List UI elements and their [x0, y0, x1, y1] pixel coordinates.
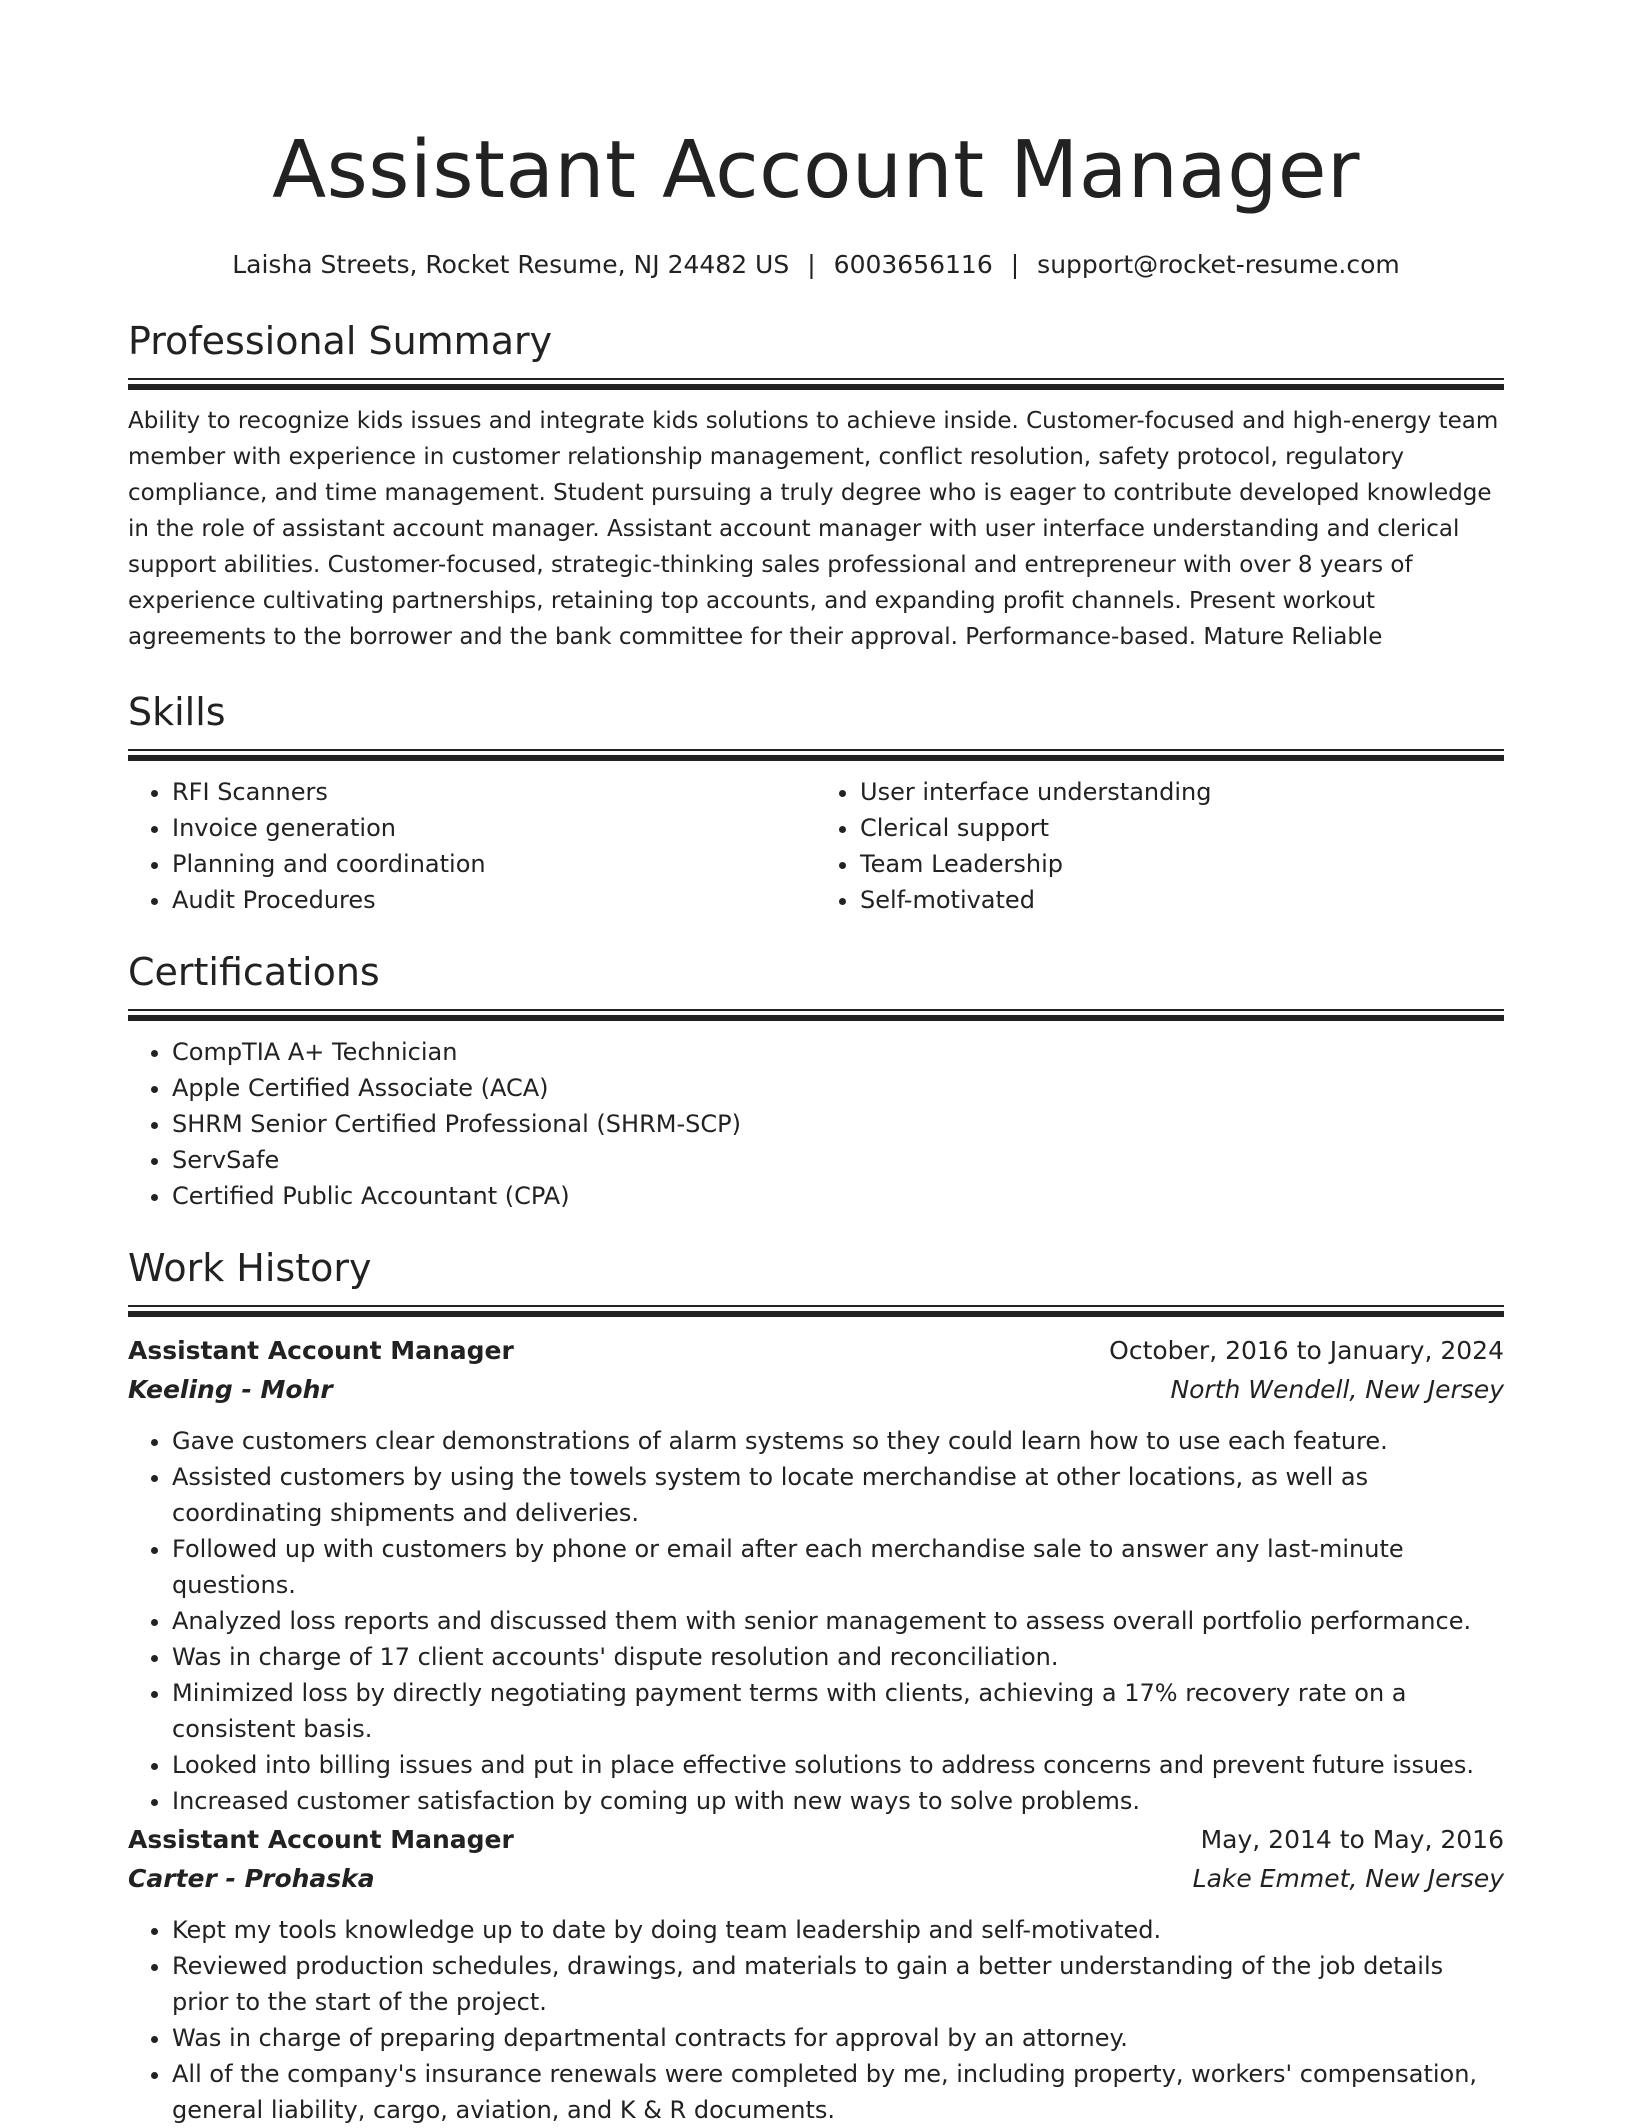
job-entry	[128, 1331, 1504, 1819]
contact-separator: |	[807, 250, 816, 279]
certifications-section	[128, 947, 1504, 1214]
job-dates: May, 2014 to May, 2016	[1200, 1825, 1504, 1854]
certification-item: • Apple Certified Associate (ACA)	[172, 1070, 1504, 1106]
section-heading-skills: Skills	[128, 690, 226, 734]
skill-item: • User interface understanding	[860, 774, 1504, 810]
job-employer: Keeling - Mohr	[128, 1375, 333, 1404]
job-title: Assistant Account Manager	[128, 1825, 514, 1854]
job-bullet: • Followed up with customers by phone or email after each merchandise sale to answer any last-minute questions.	[172, 1531, 1504, 1603]
skill-item: • Clerical support	[860, 810, 1504, 846]
skills-section	[128, 687, 1504, 918]
job-employer: Carter - Prohaska	[128, 1864, 375, 1893]
job-dates: October, 2016 to January, 2024	[1109, 1336, 1504, 1365]
skill-item: • Invoice generation	[172, 810, 816, 846]
job-bullet: • Assisted customers by using the towels system to locate merchandise at other locations, as well as coordinating shipments and deliveries.	[172, 1459, 1504, 1531]
job-bullet-list	[128, 1423, 1504, 1819]
skill-item: • Team Leadership	[860, 846, 1504, 882]
job-bullet: • Gave customers clear demonstrations of alarm systems so they could learn how to use each feature.	[172, 1423, 1504, 1459]
job-bullet-list	[128, 1912, 1504, 2128]
section-divider	[128, 749, 1504, 762]
job-bullet: • Analyzed loss reports and discussed them with senior management to assess overall portfolio performance.	[172, 1603, 1504, 1639]
job-subheader-row	[128, 1859, 1504, 1898]
job-bullet: • Increased customer satisfaction by coming up with new ways to solve problems.	[172, 1783, 1504, 1819]
job-location: Lake Emmet, New Jersey	[1192, 1864, 1504, 1893]
summary-section	[128, 316, 1504, 655]
skill-item: • Self-motivated	[860, 882, 1504, 918]
job-bullet: • Kept my tools knowledge up to date by doing team leadership and self-motivated.	[172, 1912, 1504, 1948]
contact-line	[128, 248, 1504, 282]
job-bullet: • Minimized loss by directly negotiating payment terms with clients, achieving a 17% recovery rate on a consistent basis.	[172, 1675, 1504, 1747]
contact-separator: |	[1010, 250, 1020, 279]
job-header-row	[128, 1331, 1504, 1370]
job-header-row	[128, 1820, 1504, 1859]
skills-column-left	[128, 774, 816, 918]
job-title: Assistant Account Manager	[128, 1336, 514, 1365]
contact-phone: 6003656116	[833, 250, 993, 279]
resume-title: Assistant Account Manager	[272, 124, 1360, 216]
skill-item: • Audit Procedures	[172, 882, 816, 918]
section-heading-certifications: Certifications	[128, 950, 380, 994]
job-bullet: • Reviewed production schedules, drawings, and materials to gain a better understanding of the job details prior to the start of the project.	[172, 1948, 1504, 2020]
contact-email: support@rocket-resume.com	[1037, 250, 1400, 279]
certification-item: • Certified Public Accountant (CPA)	[172, 1178, 1504, 1214]
certification-item: • SHRM Senior Certified Professional (SHRM-SCP)	[172, 1106, 1504, 1142]
section-divider	[128, 378, 1504, 391]
job-bullet: • Was in charge of 17 client accounts' dispute resolution and reconciliation.	[172, 1639, 1504, 1675]
job-bullet: • Looked into billing issues and put in place effective solutions to address concerns and prevent future issues.	[172, 1747, 1504, 1783]
skills-column-right	[816, 774, 1504, 918]
job-bullet: • All of the company's insurance renewals were completed by me, including property, workers' compensation, general liability, cargo, aviation, and K & R documents.	[172, 2056, 1504, 2128]
certification-list	[128, 1034, 1504, 1214]
skill-item: • RFI Scanners	[172, 774, 816, 810]
section-heading-summary: Professional Summary	[128, 319, 553, 363]
job-location: North Wendell, New Jersey	[1170, 1375, 1504, 1404]
job-entry	[128, 1820, 1504, 2128]
work-history-section	[128, 1243, 1504, 1318]
skills-grid	[128, 774, 1504, 918]
job-subheader-row	[128, 1370, 1504, 1409]
section-divider	[128, 1305, 1504, 1318]
section-heading-work-history: Work History	[128, 1246, 372, 1290]
certification-item: • ServSafe	[172, 1142, 1504, 1178]
section-divider	[128, 1009, 1504, 1022]
skill-item: • Planning and coordination	[172, 846, 816, 882]
summary-text: Ability to recognize kids issues and integrate kids solutions to achieve inside. Customer-focused and high-energy team member with experience in customer relationship management, conflict resolution, safety protocol, regulatory compliance, and time management. Student pursuing a truly degree who is eager to contribute developed knowledge in the role of assistant account manager. Assistant account manager with user interface understanding and clerical support abilities. Customer-focused, strategic-thinking sales professional and entrepreneur with over 8 years of experience cultivating partnerships, retaining top accounts, and expanding profit channels. Present workout agreements to the borrower and the bank committee for their approval. Performance-based. Mature Reliable	[128, 408, 1499, 650]
contact-address: Laisha Streets, Rocket Resume, NJ 24482 US	[232, 250, 790, 279]
certification-item: • CompTIA A+ Technician	[172, 1034, 1504, 1070]
job-bullet: • Was in charge of preparing departmental contracts for approval by an attorney.	[172, 2020, 1504, 2056]
